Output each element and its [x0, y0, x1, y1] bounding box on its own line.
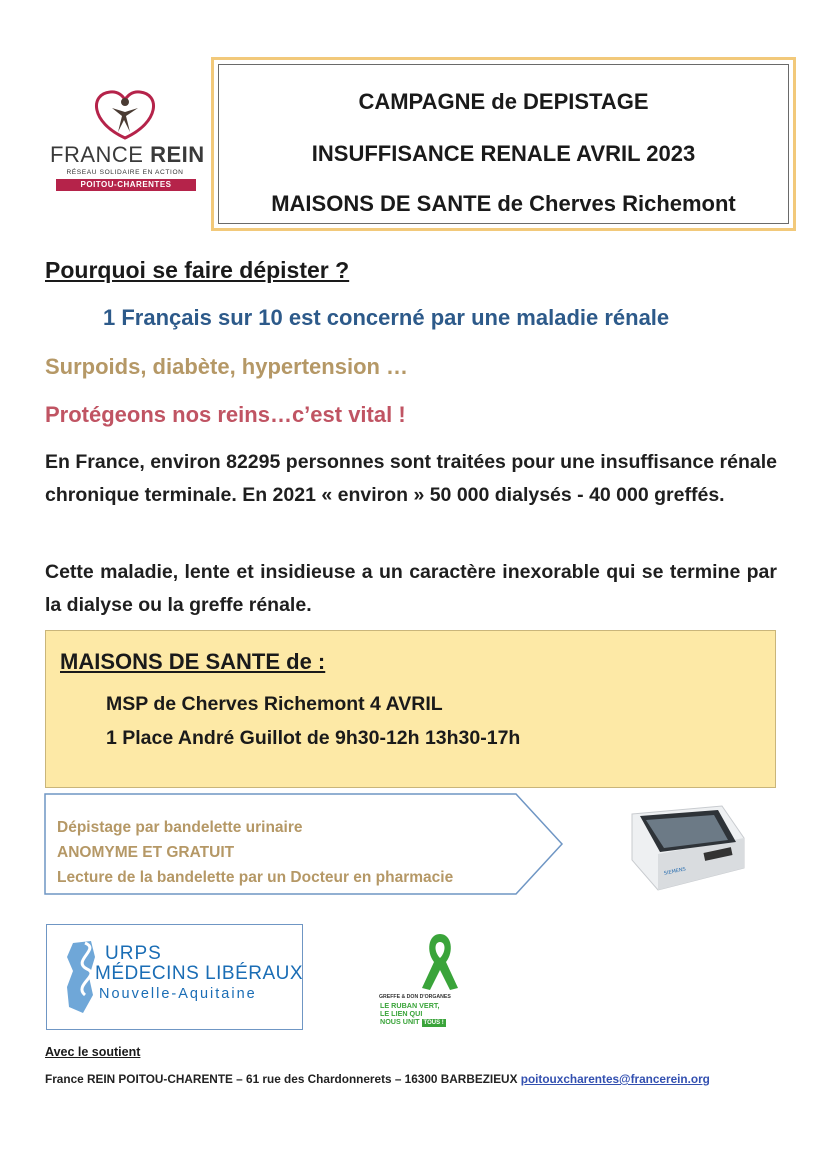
health-center-name-date: MSP de Cherves Richemont 4 AVRIL	[106, 693, 443, 715]
vital-slogan: Protégeons nos reins…c’est vital !	[45, 402, 406, 427]
brand-name: FRANCE REIN	[50, 142, 205, 167]
heart-figure-icon	[50, 88, 200, 144]
title-line-2: INSUFFISANCE RENALE AVRIL 2023	[311, 141, 696, 166]
screening-free: ANOMYME ET GRATUIT	[57, 844, 235, 861]
screening-method: Dépistage par bandelette urinaire	[57, 819, 303, 836]
urps-name: MÉDECINS LIBÉRAUX	[95, 963, 304, 984]
green-ribbon-logo	[380, 930, 480, 1030]
footer-contact	[45, 1072, 710, 1086]
title-line-1: CAMPAGNE de DEPISTAGE	[358, 89, 649, 114]
screening-reading: Lecture de la bandelette par un Docteur en pharmacie	[57, 869, 454, 886]
footer-email-link[interactable]: poitouxcharentes@francerein.org	[520, 1072, 710, 1086]
brand-region: POITOU-CHARENTES	[56, 179, 196, 191]
paragraph-statistics: En France, environ 82295 personnes sont traitées pour une insuffisance rénale chronique terminale. En 2021 « environ » 50 000 dialysés - 40 000 greffés.	[45, 451, 777, 506]
urps-region: Nouvelle-Aquitaine	[99, 986, 257, 1002]
health-center-address-hours: 1 Place André Guillot de 9h30-12h 13h30-17h	[106, 727, 521, 749]
urine-analyzer-device-icon	[618, 798, 748, 894]
svg-text:SIEMENS: SIEMENS	[663, 866, 687, 877]
green-ribbon-icon	[410, 930, 470, 992]
urps-acronym: URPS	[105, 943, 162, 964]
risk-factors: Surpoids, diabète, hypertension …	[45, 354, 409, 379]
title-box	[211, 57, 796, 231]
statistic-line: 1 Français sur 10 est concerné par une maladie rénale	[103, 305, 670, 330]
why-heading: Pourquoi se faire dépister ?	[45, 257, 350, 283]
screening-info	[57, 815, 453, 890]
urps-logo	[46, 924, 303, 1030]
health-center-heading: MAISONS DE SANTE de :	[60, 649, 326, 674]
france-rein-logo	[50, 88, 205, 208]
paragraph-disease: Cette maladie, lente et insidieuse a un caractère inexorable qui se termine par la dialyse ou la greffe rénale.	[45, 561, 777, 616]
ribbon-caption: GREFFE & DON D'ORGANES	[379, 994, 451, 1000]
support-label: Avec le soutient	[45, 1045, 141, 1059]
footer-address: France REIN POITOU-CHARENTE – 61 rue des Chardonnerets – 16300 BARBEZIEUX	[45, 1072, 521, 1086]
ribbon-slogan: LE RUBAN VERT, LE LIEN QUI NOUS UNIT TOUS !	[380, 1001, 444, 1026]
brand-tagline: RÉSEAU SOLIDAIRE EN ACTION	[66, 169, 184, 176]
health-center-box	[45, 630, 776, 788]
title-line-3: MAISONS DE SANTE de Cherves Richemont	[271, 191, 736, 216]
